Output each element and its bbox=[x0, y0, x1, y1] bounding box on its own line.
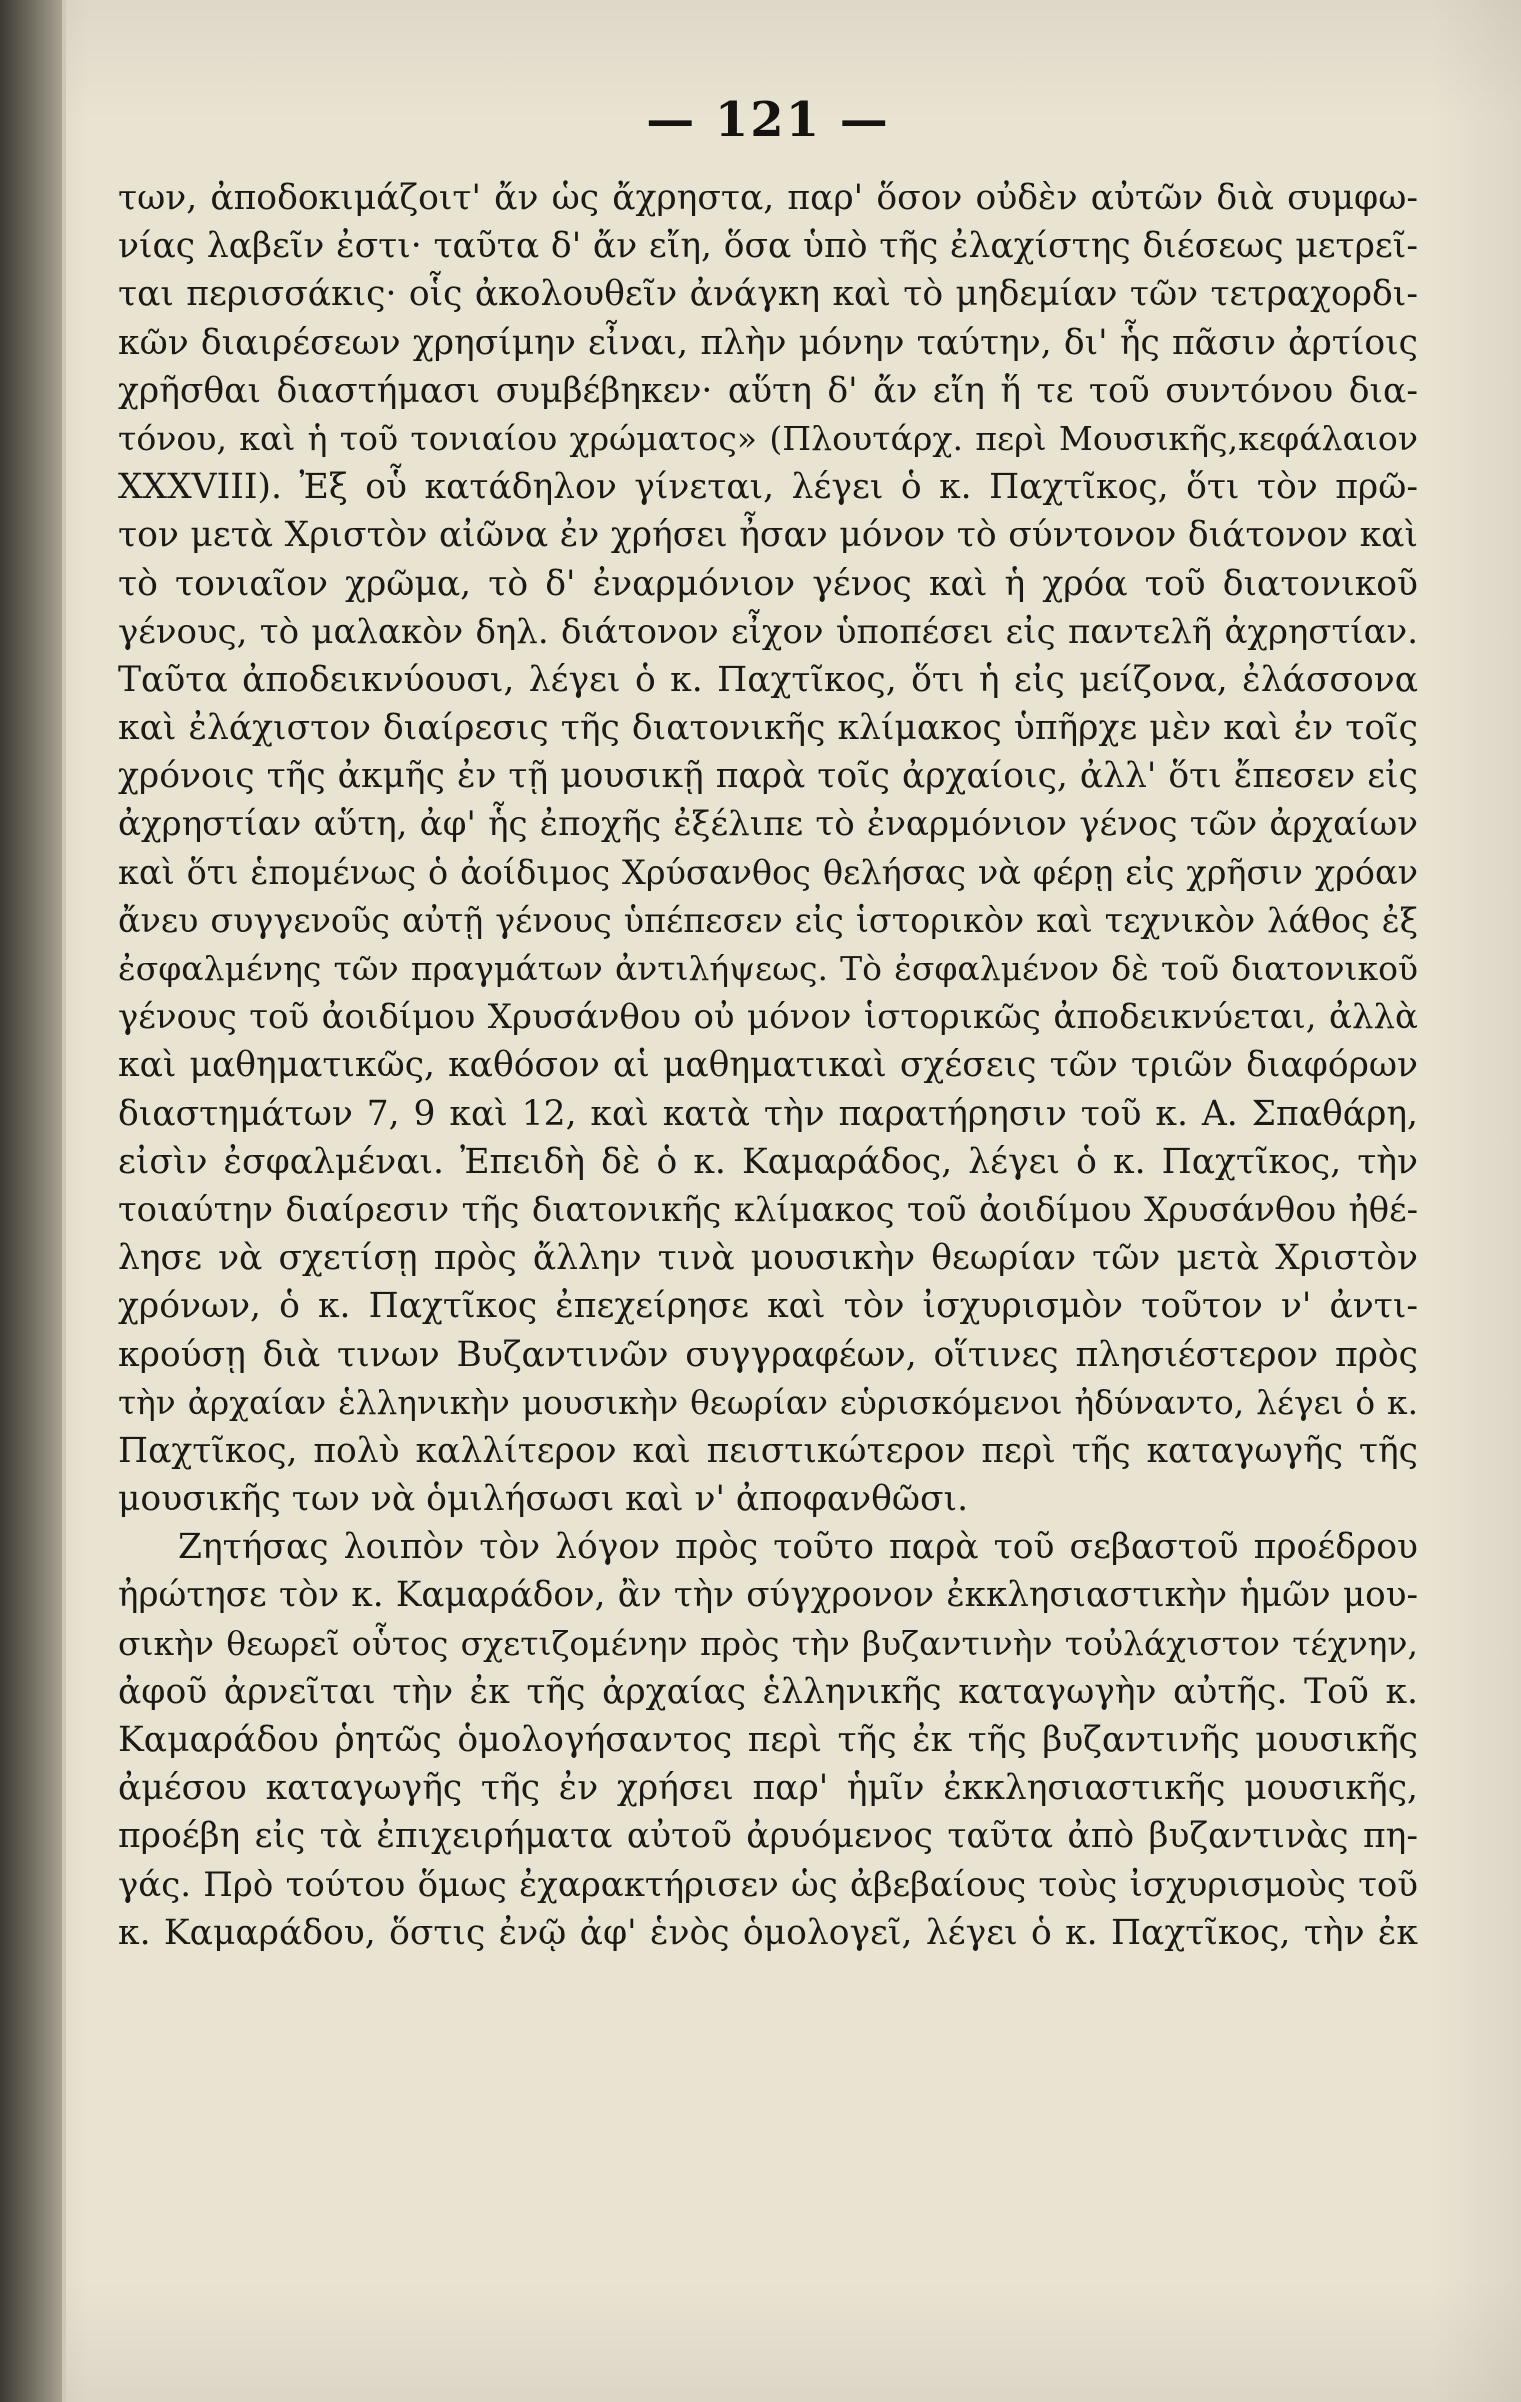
text-line: των, ἀποδοκιμάζοιτ' ἄν ὡς ἄχρηστα, παρ' ὅσον οὐδὲν αὐτῶν διὰ συμφω- bbox=[118, 178, 1418, 218]
paragraph-2 bbox=[118, 1523, 1418, 1957]
text-line: καὶ ὅτι ἑπομένως ὁ ἀοίδιμος Χρύσανθος θελήσας νὰ φέρῃ εἰς χρῆσιν χρόαν bbox=[118, 852, 1418, 892]
book-page bbox=[118, 92, 1418, 1957]
text-line: τόνου, καὶ ἡ τοῦ τονιαίου χρώματος» (Πλουτάρχ. περὶ Μουσικῆς,κεφάλαιον bbox=[118, 418, 1418, 458]
text-line: καὶ μαθηματικῶς, καθόσον αἱ μαθηματικαὶ σχέσεις τῶν τριῶν διαφόρων bbox=[118, 1045, 1418, 1086]
text-line: κρούσῃ διὰ τινων Βυζαντινῶν συγγραφέων, οἵτινες πλησιέστερον πρὸς bbox=[118, 1334, 1418, 1375]
text-line: τὸ τονιαῖον χρῶμα, τὸ δ' ἐναρμόνιον γένος καὶ ἡ χρόα τοῦ διατονικοῦ bbox=[118, 563, 1418, 604]
text-line: εἰσὶν ἐσφαλμέναι. Ἐπειδὴ δὲ ὁ κ. Καμαράδος, λέγει ὁ κ. Παχτῖκος, τὴν bbox=[118, 1141, 1418, 1182]
text-line: χρόνοις τῆς ἀκμῆς ἐν τῇ μουσικῇ παρὰ τοῖς ἀρχαίοις, ἀλλ' ὅτι ἔπεσεν εἰς bbox=[118, 756, 1418, 797]
text-line: τοιαύτην διαίρεσιν τῆς διατονικῆς κλίμακος τοῦ ἀοιδίμου Χρυσάνθου ἠθέ- bbox=[118, 1189, 1418, 1229]
text-line: ἠρώτησε τὸν κ. Καμαράδον, ἂν τὴν σύγχρονον ἐκκλησιαστικὴν ἡμῶν μου- bbox=[118, 1575, 1418, 1616]
text-line: ται περισσάκις· οἷς ἀκολουθεῖν ἀνάγκη καὶ τὸ μηδεμίαν τῶν τετραχορδι- bbox=[118, 274, 1418, 315]
text-line: μουσικῆς των νὰ ὁμιλήσωσι καὶ ν' ἀποφανθῶσι. bbox=[118, 1479, 969, 1520]
text-line: χρῆσθαι διαστήμασι συμβέβηκεν· αὕτη δ' ἄν εἴη ἥ τε τοῦ συντόνου δια- bbox=[118, 370, 1418, 411]
text-line: κ. Καμαράδου, ὅστις ἐνῷ ἀφ' ἑνὸς ὁμολογεῖ, λέγει ὁ κ. Παχτῖκος, τὴν ἐκ bbox=[118, 1912, 1418, 1953]
text-line: προέβη εἰς τὰ ἐπιχειρήματα αὐτοῦ ἀρυόμενος ταῦτα ἀπὸ βυζαντινὰς πη- bbox=[118, 1816, 1418, 1857]
text-line: ἄνευ συγγενοῦς αὐτῇ γένους ὑπέπεσεν εἰς ἱστορικὸν καὶ τεχνικὸν λάθος ἐξ bbox=[118, 900, 1418, 940]
text-line: Παχτῖκος, πολὺ καλλίτερον καὶ πειστικώτερον περὶ τῆς καταγωγῆς τῆς bbox=[118, 1430, 1418, 1471]
text-line: νίας λαβεῖν ἐστι· ταῦτα δ' ἄν εἴη, ὅσα ὑπὸ τῆς ἐλαχίστης διέσεως μετρεῖ- bbox=[118, 226, 1418, 267]
book-spine-shadow bbox=[0, 0, 62, 2402]
text-line: τον μετὰ Χριστὸν αἰῶνα ἐν χρήσει ἦσαν μόνον τὸ σύντονον διάτονον καὶ bbox=[118, 515, 1418, 556]
text-line: γάς. Πρὸ τούτου ὅμως ἐχαρακτήρισεν ὡς ἀβεβαίους τοὺς ἰσχυρισμοὺς τοῦ bbox=[118, 1864, 1418, 1905]
text-line: διαστημάτων 7, 9 καὶ 12, καὶ κατὰ τὴν παρατήρησιν τοῦ κ. Α. Σπαθάρη, bbox=[118, 1093, 1418, 1134]
text-line: ἀχρηστίαν αὕτη, ἀφ' ἧς ἐποχῆς ἐξέλιπε τὸ ἐναρμόνιον γένος τῶν ἀρχαίων bbox=[118, 804, 1418, 845]
text-line: γένους, τὸ μαλακὸν δηλ. διάτονον εἶχον ὑποπέσει εἰς παντελῆ ἀχρηστίαν. bbox=[118, 611, 1418, 652]
text-line: ἐσφαλμένης τῶν πραγμάτων ἀντιλήψεως. Τὸ ἐσφαλμένον δὲ τοῦ διατονικοῦ bbox=[118, 949, 1418, 988]
book-page-edge bbox=[62, 0, 66, 2402]
page-number: — 121 — bbox=[646, 92, 890, 148]
text-line: κῶν διαιρέσεων χρησίμην εἶναι, πλὴν μόνην ταύτην, δι' ἧς πᾶσιν ἀρτίοις bbox=[118, 322, 1418, 363]
text-line: Καμαράδου ῥητῶς ὁμολογήσαντος περὶ τῆς ἐκ τῆς βυζαντινῆς μουσικῆς bbox=[118, 1720, 1418, 1760]
paragraph-1 bbox=[118, 174, 1418, 1523]
text-line: λησε νὰ σχετίσῃ πρὸς ἄλλην τινὰ μουσικὴν θεωρίαν τῶν μετὰ Χριστὸν bbox=[118, 1238, 1418, 1279]
text-line: ἀφοῦ ἀρνεῖται τὴν ἐκ τῆς ἀρχαίας ἑλληνικῆς καταγωγὴν αὐτῆς. Τοῦ κ. bbox=[118, 1671, 1418, 1712]
text-line: XXXVIII). Ἐξ οὗ κατάδηλον γίνεται, λέγει ὁ κ. Παχτῖκος, ὅτι τὸν πρῶ- bbox=[118, 467, 1418, 508]
text-line: χρόνων, ὁ κ. Παχτῖκος ἐπεχείρησε καὶ τὸν ἰσχυρισμὸν τοῦτον ν' ἀντι- bbox=[118, 1286, 1418, 1327]
text-line: γένους τοῦ ἀοιδίμου Χρυσάνθου οὐ μόνον ἱστορικῶς ἀποδεικνύεται, ἀλλὰ bbox=[118, 997, 1418, 1038]
text-line: ἀμέσου καταγωγῆς τῆς ἐν χρήσει παρ' ἡμῖν ἐκκλησιαστικῆς μουσικῆς, bbox=[118, 1768, 1418, 1809]
body-text bbox=[118, 174, 1418, 1957]
text-line: Ταῦτα ἀποδεικνύουσι, λέγει ὁ κ. Παχτῖκος, ὅτι ἡ εἰς μείζονα, ἐλάσσονα bbox=[118, 659, 1418, 700]
text-line: σικὴν θεωρεῖ οὗτος σχετιζομένην πρὸς τὴν βυζαντινὴν τοὐλάχιστον τέχνην, bbox=[118, 1623, 1418, 1663]
text-line: τὴν ἀρχαίαν ἑλληνικὴν μουσικὴν θεωρίαν εὑρισκόμενοι ἠδύναντο, λέγει ὁ κ. bbox=[118, 1383, 1418, 1422]
text-line: Ζητήσας λοιπὸν τὸν λόγον πρὸς τοῦτο παρὰ τοῦ σεβαστοῦ προέδρου bbox=[178, 1527, 1418, 1568]
text-line: καὶ ἐλάχιστον διαίρεσις τῆς διατονικῆς κλίμακος ὑπῆρχε μὲν καὶ ἐν τοῖς bbox=[118, 708, 1418, 749]
